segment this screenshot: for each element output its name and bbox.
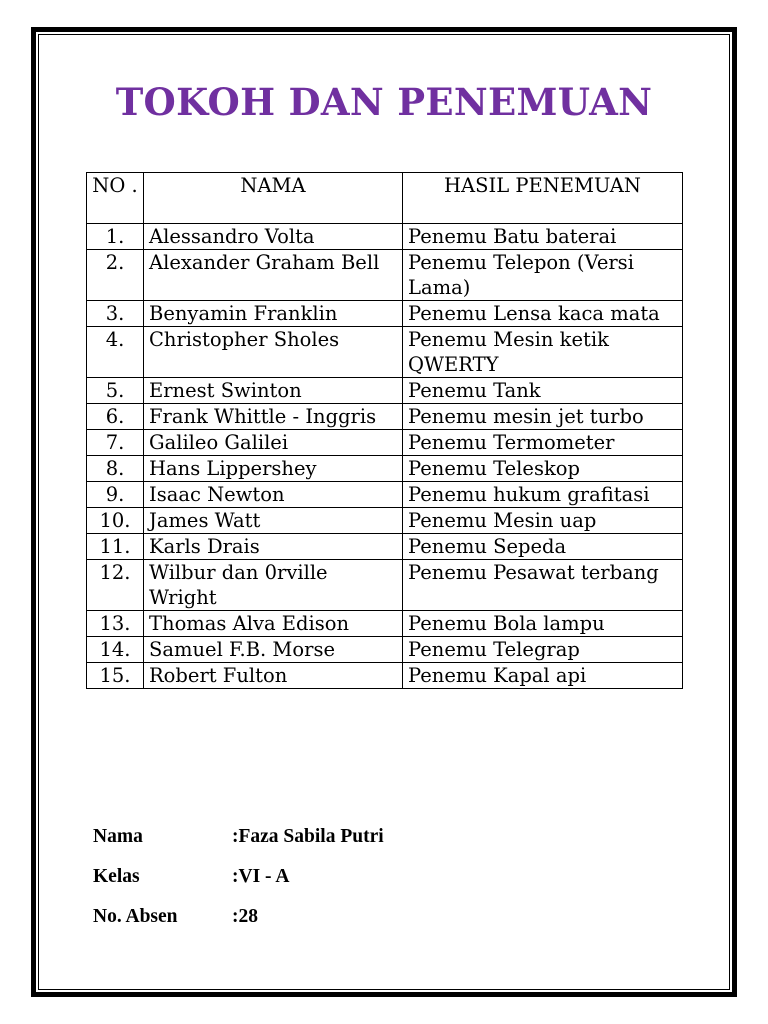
row-no-cell: 6. [87, 404, 144, 430]
row-hasil-cell: Penemu Mesin ketik QWERTY [403, 327, 683, 378]
row-hasil-cell: Penemu Mesin uap [403, 508, 683, 534]
row-no-cell: 13. [87, 611, 144, 637]
row-hasil-cell: Penemu Termometer [403, 430, 683, 456]
table-row [87, 456, 683, 482]
row-nama-cell: Benyamin Franklin [144, 301, 403, 327]
row-hasil-cell: Penemu mesin jet turbo [403, 404, 683, 430]
info-value: :28 [232, 906, 258, 927]
info-label: Nama [93, 826, 143, 847]
row-no-cell: 3. [87, 301, 144, 327]
row-nama-cell: Thomas Alva Edison [144, 611, 403, 637]
row-hasil-cell: Penemu Teleskop [403, 456, 683, 482]
info-label: Kelas [93, 866, 140, 887]
table-row [87, 378, 683, 404]
row-hasil-cell: Penemu hukum grafitasi [403, 482, 683, 508]
header-no: NO . [87, 173, 144, 224]
info-label: No. Absen [93, 906, 178, 927]
row-hasil-cell: Penemu Pesawat terbang [403, 560, 683, 611]
row-no-cell: 9. [87, 482, 144, 508]
header-hasil: HASIL PENEMUAN [403, 173, 683, 224]
row-no-cell: 2. [87, 250, 144, 301]
row-no-cell: 15. [87, 663, 144, 689]
row-hasil-cell: Penemu Tank [403, 378, 683, 404]
table-row [87, 430, 683, 456]
table-row [87, 508, 683, 534]
table-row [87, 663, 683, 689]
row-hasil-cell: Penemu Telegrap [403, 637, 683, 663]
table-row [87, 611, 683, 637]
table-row [87, 637, 683, 663]
row-hasil-cell: Penemu Batu baterai [403, 224, 683, 250]
row-nama-cell: Christopher Sholes [144, 327, 403, 378]
table-row [87, 482, 683, 508]
row-nama-cell: James Watt [144, 508, 403, 534]
row-no-cell: 5. [87, 378, 144, 404]
row-nama-cell: Alessandro Volta [144, 224, 403, 250]
row-nama-cell: Hans Lippershey [144, 456, 403, 482]
info-row [93, 826, 384, 866]
row-no-cell: 4. [87, 327, 144, 378]
row-no-cell: 7. [87, 430, 144, 456]
row-no-cell: 14. [87, 637, 144, 663]
row-hasil-cell: Penemu Lensa kaca mata [403, 301, 683, 327]
table-header-row [87, 173, 683, 224]
info-row [93, 866, 384, 906]
header-nama: NAMA [144, 173, 403, 224]
table-row [87, 560, 683, 611]
row-nama-cell: Galileo Galilei [144, 430, 403, 456]
table-row [87, 404, 683, 430]
row-no-cell: 10. [87, 508, 144, 534]
row-nama-cell: Wilbur dan 0rville Wright [144, 560, 403, 611]
row-no-cell: 1. [87, 224, 144, 250]
row-hasil-cell: Penemu Telepon (Versi Lama) [403, 250, 683, 301]
table-row [87, 534, 683, 560]
inventions-table [86, 172, 683, 689]
row-hasil-cell: Penemu Sepeda [403, 534, 683, 560]
table-row [87, 224, 683, 250]
row-nama-cell: Ernest Swinton [144, 378, 403, 404]
info-value: :Faza Sabila Putri [232, 826, 384, 847]
row-hasil-cell: Penemu Bola lampu [403, 611, 683, 637]
row-nama-cell: Robert Fulton [144, 663, 403, 689]
row-hasil-cell: Penemu Kapal api [403, 663, 683, 689]
row-nama-cell: Samuel F.B. Morse [144, 637, 403, 663]
row-nama-cell: Frank Whittle - Inggris [144, 404, 403, 430]
row-nama-cell: Isaac Newton [144, 482, 403, 508]
table-row [87, 301, 683, 327]
table-body [87, 224, 683, 689]
row-no-cell: 11. [87, 534, 144, 560]
info-value: :VI - A [232, 866, 290, 887]
table-row [87, 327, 683, 378]
info-row [93, 906, 384, 946]
row-nama-cell: Alexander Graham Bell [144, 250, 403, 301]
row-nama-cell: Karls Drais [144, 534, 403, 560]
student-info [93, 826, 384, 946]
document-title: TOKOH DAN PENEMUAN [115, 80, 653, 124]
row-no-cell: 8. [87, 456, 144, 482]
table-row [87, 250, 683, 301]
row-no-cell: 12. [87, 560, 144, 611]
